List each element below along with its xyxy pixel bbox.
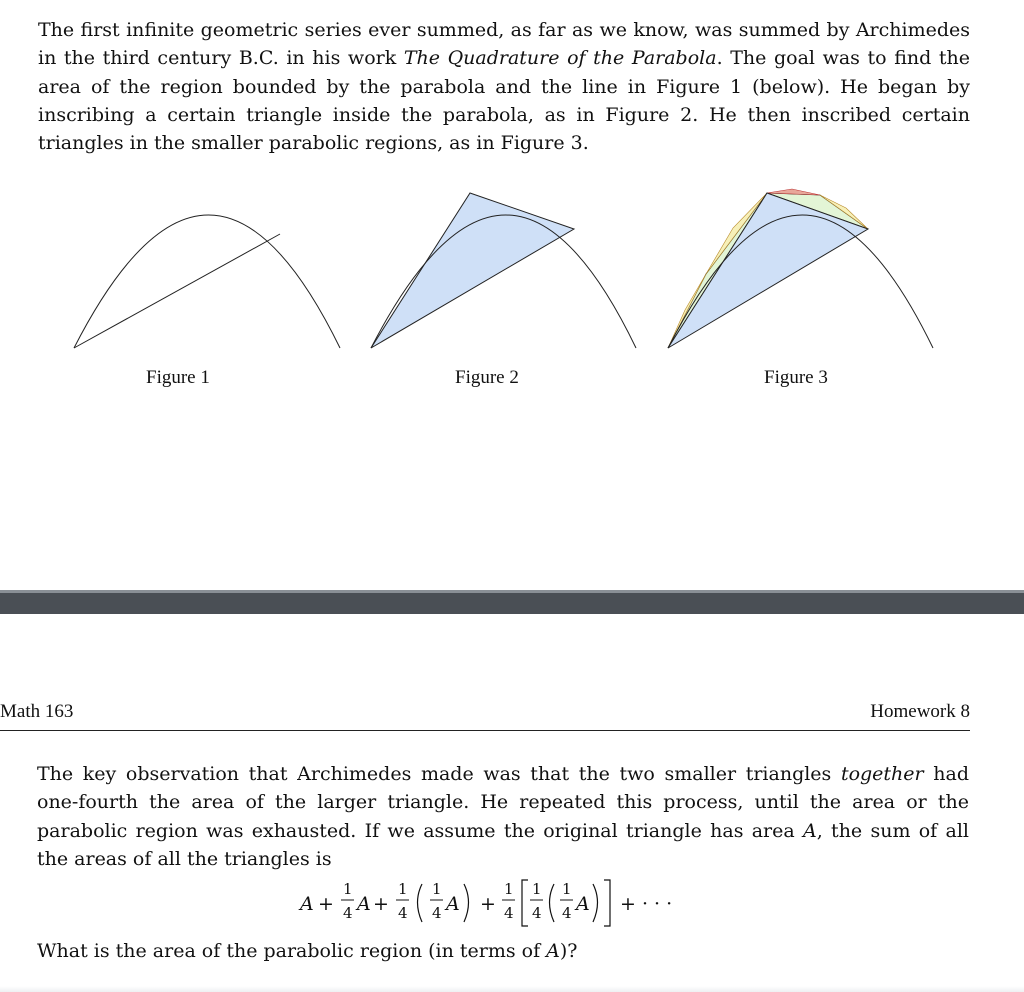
formula-A-1: A [300,893,314,915]
figure-2 [371,193,636,348]
formula-num-4: 1 [504,880,514,898]
body-text-part1: The key observation that Archimedes made was that the two smaller triangles [37,763,841,785]
formula-A-2: A [357,893,371,915]
body-text-part2: had one-fourth the area of the larger triangle. He repeated this process, until the area or the parabolic region was exhausted. If we assume the original triangle has area [37,763,969,842]
page-divider [0,590,1024,614]
question-variable: A [546,940,560,962]
formula-den-4: 4 [504,904,514,922]
page-header [0,700,970,731]
formula-A-4: A [576,893,590,915]
body-emphasis: together [840,763,924,785]
formula-ellipsis: + · · · [620,893,673,915]
formula-den-1: 4 [343,904,353,922]
series-formula [296,872,726,934]
formula-num-6: 1 [562,880,572,898]
formula-den-6: 4 [562,904,572,922]
assignment-label: Homework 8 [870,701,970,722]
body-text-part3: , the sum of all the areas of all the triangles is [37,819,969,870]
problem-statement [8,16,970,157]
formula-plus-2: + [373,893,389,915]
course-label: Math 163 [0,701,74,722]
formula-num-1: 1 [343,880,353,898]
formula-num-3: 1 [432,880,442,898]
figure-1-chord [74,234,280,348]
problem-number [8,16,38,44]
figure-3-label: Figure 3 [764,367,828,388]
question [37,940,577,962]
work-title: The Quadrature of the Parabola [403,47,717,70]
observation-paragraph [37,760,969,873]
question-text-part2: )? [559,940,578,962]
figure-2-triangle [371,193,574,348]
page-bottom [0,614,1024,992]
body-variable: A [803,819,817,842]
formula-den-2: 4 [398,904,408,922]
formula-plus-3: + [480,893,496,915]
formula-num-2: 1 [398,880,408,898]
figure-1 [74,215,340,348]
formula-plus-1: + [318,893,334,915]
figure-1-label: Figure 1 [146,367,210,388]
figure-2-label: Figure 2 [455,367,519,388]
figure-1-parabola [74,215,340,348]
question-text-part1: What is the area of the parabolic region (in terms of [37,940,547,962]
formula-A-3: A [446,893,460,915]
bottom-shade [0,986,1024,992]
figure-3 [668,189,933,348]
problem-text-part1: The first infinite geometric series ever summed, as far as we know, was summed by Archimedes in the third century B.C. in his work [38,19,970,70]
formula-den-3: 4 [432,904,442,922]
formula-den-5: 4 [532,904,542,922]
formula-num-5: 1 [532,880,542,898]
problem-text-part2: . The goal was to find the area of the region bounded by the parabola and the line in Figure 1 (below). He began by inscribing a certain triangle inside the parabola, as in Figure 2. He then inscribed certain triangles in the smaller parabolic regions, as in Figure 3. [38,47,970,155]
